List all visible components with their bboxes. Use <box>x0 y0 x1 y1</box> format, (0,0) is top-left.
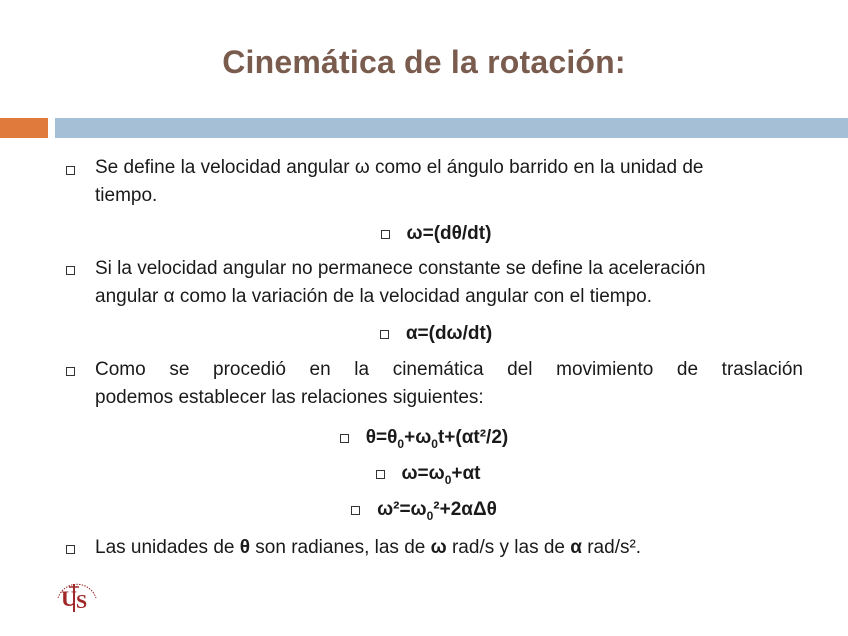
accent-bar-right <box>55 118 848 138</box>
bullet-marker <box>376 470 385 479</box>
omega-symbol: ω <box>430 537 447 558</box>
bullet-marker <box>380 330 389 339</box>
formula-part: ²+2αΔθ <box>433 499 497 520</box>
formula-subscript: 0 <box>426 508 434 523</box>
formula-part: ω²=ω <box>377 499 427 520</box>
bullet-angular-acceleration <box>95 255 803 311</box>
formula-alpha-definition <box>0 320 848 348</box>
bullet-marker <box>66 545 75 554</box>
bullet-marker <box>66 367 75 376</box>
bullet-text-part: rad/s². <box>581 537 642 558</box>
formula-part: ω=ω <box>401 463 445 484</box>
university-logo <box>52 572 102 614</box>
theta-symbol: θ <box>239 537 251 558</box>
formula-text: α=(dω/dt) <box>405 323 493 344</box>
bullet-marker <box>66 266 75 275</box>
formula-omega <box>0 460 848 494</box>
formula-part: t+(αt²/2) <box>437 427 509 448</box>
bullet-text-part: son radianes, las de <box>250 537 431 558</box>
formula-subscript: 0 <box>397 436 405 451</box>
bullet-text-part: rad/s y las de <box>446 537 571 558</box>
formula-part: +αt <box>451 463 481 484</box>
formula-part: +ω <box>404 427 432 448</box>
bullet-angular-velocity <box>95 154 803 210</box>
formula-omega-definition <box>0 220 848 248</box>
svg-text:U: U <box>61 586 77 611</box>
bullet-text-line: Como se procedió en la cinemática del movimiento de traslación <box>95 359 803 380</box>
formula-omega-squared <box>0 496 848 530</box>
bullet-text-line: Se define la velocidad angular ω como el ángulo barrido en la unidad de <box>95 157 704 178</box>
bullet-text-line: podemos establecer las relaciones siguientes: <box>95 387 484 408</box>
bullet-marker <box>66 166 75 175</box>
bullet-marker <box>351 506 360 515</box>
bullet-text-part: Las unidades de <box>95 537 240 558</box>
formula-text: ω=(dθ/dt) <box>406 223 492 244</box>
bullet-text-line: angular α como la variación de la velocidad angular con el tiempo. <box>95 286 653 307</box>
bullet-kinematic-relations <box>95 356 803 412</box>
formula-subscript: 0 <box>444 472 452 487</box>
bullet-text-line: tiempo. <box>95 185 158 206</box>
bullet-units <box>95 534 803 562</box>
bullet-marker <box>381 230 390 239</box>
formula-part: θ=θ <box>365 427 398 448</box>
bullet-text-line: Si la velocidad angular no permanece constante se define la aceleración <box>95 258 706 279</box>
svg-text:S: S <box>76 591 88 613</box>
alpha-symbol: α <box>570 537 582 558</box>
formula-theta <box>0 424 848 458</box>
accent-bar-left <box>0 118 48 138</box>
slide-title: Cinemática de la rotación: <box>222 44 626 80</box>
bullet-marker <box>340 434 349 443</box>
formula-subscript: 0 <box>431 436 438 451</box>
